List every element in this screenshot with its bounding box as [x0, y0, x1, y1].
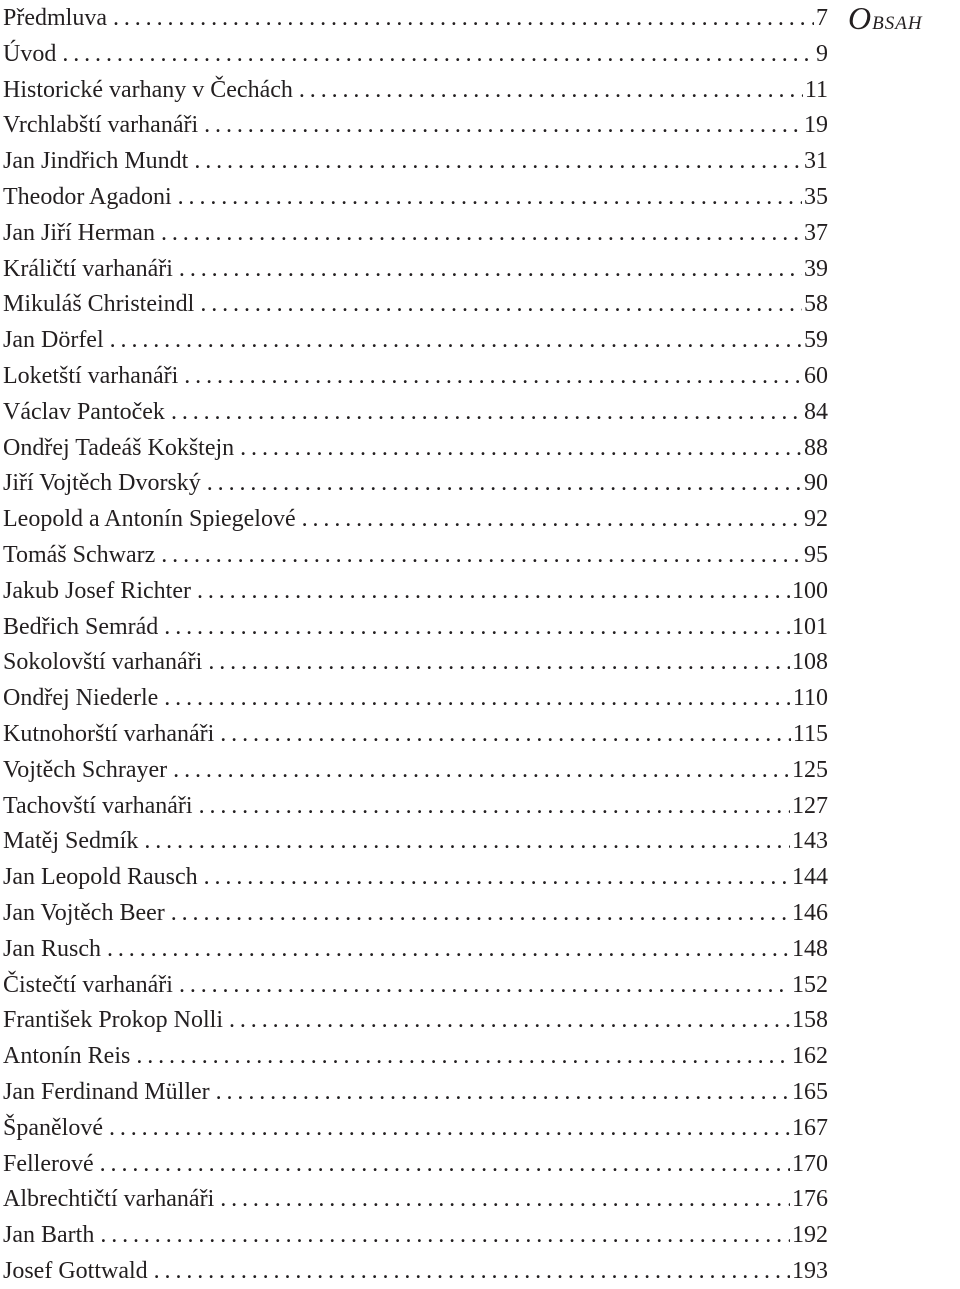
toc-entry-title: Sokolovští varhanáři — [3, 649, 203, 676]
toc-dot-leader — [178, 179, 802, 215]
toc-entry-title: Matěj Sedmík — [3, 828, 139, 855]
toc-entry-page: 101 — [792, 613, 828, 640]
toc-dot-leader — [229, 1002, 790, 1038]
toc-entry-title: Předmluva — [3, 5, 107, 31]
toc-dot-leader — [173, 752, 790, 788]
toc-entry-page: 59 — [804, 327, 828, 354]
toc-entry-title: Tachovští varhanáři — [3, 792, 193, 819]
toc-entry-title: Theodor Agadoni — [3, 183, 172, 210]
toc-entry — [3, 430, 828, 466]
toc-dot-leader — [136, 1038, 790, 1074]
toc-entry — [3, 823, 828, 859]
toc-entry-page: 115 — [792, 720, 828, 747]
toc-entry-title: Jiří Vojtěch Dvorský — [3, 470, 201, 497]
toc-entry-title: Jan Dörfel — [3, 327, 104, 354]
toc-dot-leader — [109, 1110, 790, 1146]
toc-dot-leader — [299, 72, 803, 108]
toc-entry-page: 167 — [792, 1114, 828, 1141]
section-title-rest: bsah — [872, 5, 923, 35]
toc-entry-page: 11 — [804, 76, 828, 103]
toc-entry — [3, 1002, 828, 1038]
toc-dot-leader — [164, 680, 791, 716]
toc-entry-title: Fellerové — [3, 1150, 94, 1177]
toc-entry-title: František Prokop Nolli — [3, 1007, 223, 1034]
toc-dot-leader — [161, 215, 802, 251]
toc-entry-page: 148 — [792, 935, 828, 962]
toc-entry — [3, 1038, 828, 1074]
toc-entry-title: Tomáš Schwarz — [3, 541, 156, 568]
toc-entry-title: Mikuláš Christeindl — [3, 291, 195, 318]
toc-dot-leader — [208, 644, 790, 680]
toc-entry — [3, 573, 828, 609]
toc-entry-title: Albrechtičtí varhanáři — [3, 1186, 215, 1213]
toc-entry — [3, 215, 828, 251]
toc-entry-page: 110 — [792, 685, 828, 712]
toc-entry — [3, 179, 828, 215]
toc-entry — [3, 644, 828, 680]
toc-entry-title: Historické varhany v Čechách — [3, 76, 293, 103]
toc-entry — [3, 716, 828, 752]
toc-entry-title: Jan Ferdinand Müller — [3, 1078, 210, 1105]
toc-entry-title: Jakub Josef Richter — [3, 577, 191, 604]
toc-entry-title: Jan Leopold Rausch — [3, 864, 198, 891]
toc-entry-title: Jan Vojtěch Beer — [3, 899, 165, 926]
toc-entry-title: Václav Pantoček — [3, 398, 165, 425]
toc-dot-leader — [154, 1253, 790, 1289]
toc-entry — [3, 322, 828, 358]
toc-entry — [3, 1110, 828, 1146]
toc-entry — [3, 859, 828, 895]
toc-entry — [3, 143, 828, 179]
toc-dot-leader — [171, 394, 802, 430]
toc-entry — [3, 788, 828, 824]
toc-dot-leader — [100, 1217, 790, 1253]
toc-dot-leader — [164, 609, 790, 645]
toc-entry — [3, 609, 828, 645]
toc-dot-leader — [204, 107, 802, 143]
toc-entry — [3, 465, 828, 501]
toc-entry — [3, 358, 828, 394]
toc-entry-title: Jan Rusch — [3, 935, 101, 962]
toc-entry — [3, 501, 828, 537]
toc-entry-title: Jan Jindřich Mundt — [3, 148, 189, 175]
toc-dot-leader — [107, 931, 790, 967]
toc-entry-page: 144 — [792, 864, 828, 891]
toc-entry — [3, 1146, 828, 1182]
toc-dot-leader — [220, 1181, 790, 1217]
toc-entry — [3, 967, 828, 1003]
toc-entry — [3, 895, 828, 931]
toc-entry-title: Antonín Reis — [3, 1043, 131, 1070]
toc-entry-page: 31 — [804, 148, 828, 175]
toc-entry-title: Úvod — [3, 40, 57, 67]
toc-entry-title: Králičtí varhanáři — [3, 255, 173, 282]
toc-entry-title: Španělové — [3, 1114, 103, 1141]
toc-entry-title: Vrchlabští varhanáři — [3, 112, 199, 139]
toc-entry-page: 95 — [804, 541, 828, 568]
toc-entry-page: 108 — [792, 649, 828, 676]
toc-entry — [3, 1181, 828, 1217]
toc-entry-title: Loketští varhanáři — [3, 362, 179, 389]
toc-entry-page: 193 — [792, 1257, 828, 1284]
toc-dot-leader — [144, 823, 790, 859]
toc-entry-page: 125 — [792, 756, 828, 783]
toc-entry — [3, 1217, 828, 1253]
toc-entry-page: 60 — [804, 362, 828, 389]
table-of-contents — [3, 0, 828, 1289]
toc-dot-leader — [197, 573, 790, 609]
toc-entry-title: Bedřich Semrád — [3, 613, 159, 640]
toc-dot-leader — [184, 358, 802, 394]
toc-dot-leader — [200, 286, 802, 322]
toc-entry-page: 39 — [804, 255, 828, 282]
toc-entry-title: Josef Gottwald — [3, 1257, 148, 1284]
toc-entry — [3, 1074, 828, 1110]
toc-dot-leader — [100, 1146, 790, 1182]
toc-entry-page: 7 — [816, 5, 828, 31]
toc-entry-page: 162 — [792, 1043, 828, 1070]
toc-entry-page: 92 — [804, 506, 828, 533]
toc-entry-page: 158 — [792, 1007, 828, 1034]
toc-dot-leader — [110, 322, 802, 358]
toc-dot-leader — [179, 251, 802, 287]
toc-entry-page: 100 — [792, 577, 828, 604]
toc-dot-leader — [171, 895, 790, 931]
toc-dot-leader — [194, 143, 802, 179]
toc-entry-page: 170 — [792, 1150, 828, 1177]
toc-entry — [3, 36, 828, 72]
toc-entry-title: Kutnohorští varhanáři — [3, 720, 215, 747]
toc-entry — [3, 394, 828, 430]
toc-dot-leader — [207, 465, 802, 501]
toc-entry-page: 152 — [792, 971, 828, 998]
toc-entry-page: 37 — [804, 219, 828, 246]
toc-entry-title: Vojtěch Schrayer — [3, 756, 168, 783]
toc-entry-page: 127 — [792, 792, 828, 819]
toc-entry-page: 192 — [792, 1222, 828, 1249]
section-title-initial: O — [848, 0, 873, 36]
toc-dot-leader — [302, 501, 802, 537]
toc-entry-page: 35 — [804, 183, 828, 210]
toc-entry-page: 9 — [816, 40, 828, 67]
section-title — [848, 0, 960, 38]
toc-entry — [3, 1253, 828, 1289]
toc-entry-title: Čistečtí varhanáři — [3, 971, 173, 998]
toc-entry-page: 90 — [804, 470, 828, 497]
toc-entry-page: 58 — [804, 291, 828, 318]
toc-entry — [3, 0, 828, 36]
toc-entry — [3, 680, 828, 716]
toc-entry-page: 19 — [804, 112, 828, 139]
toc-entry-page: 88 — [804, 434, 828, 461]
toc-dot-leader — [62, 36, 814, 72]
toc-entry-page: 146 — [792, 899, 828, 926]
toc-entry-page: 84 — [804, 398, 828, 425]
toc-entry — [3, 107, 828, 143]
toc-dot-leader — [220, 716, 791, 752]
toc-dot-leader — [240, 430, 802, 466]
toc-entry-title: Jan Barth — [3, 1222, 95, 1249]
toc-dot-leader — [199, 788, 790, 824]
toc-entry-page: 143 — [792, 828, 828, 855]
toc-entry-title: Ondřej Niederle — [3, 685, 159, 712]
toc-entry-page: 176 — [792, 1186, 828, 1213]
toc-entry-title: Jan Jiří Herman — [3, 219, 155, 246]
toc-entry — [3, 931, 828, 967]
toc-entry — [3, 286, 828, 322]
toc-dot-leader — [113, 0, 814, 36]
toc-dot-leader — [204, 859, 790, 895]
toc-entry — [3, 72, 828, 108]
toc-entry-page: 165 — [792, 1078, 828, 1105]
toc-entry-title: Ondřej Tadeáš Kokštejn — [3, 434, 235, 461]
toc-dot-leader — [161, 537, 802, 573]
toc-entry — [3, 251, 828, 287]
toc-dot-leader — [216, 1074, 790, 1110]
toc-entry-title: Leopold a Antonín Spiegelové — [3, 506, 296, 533]
toc-entry — [3, 752, 828, 788]
toc-entry — [3, 537, 828, 573]
toc-dot-leader — [179, 967, 790, 1003]
